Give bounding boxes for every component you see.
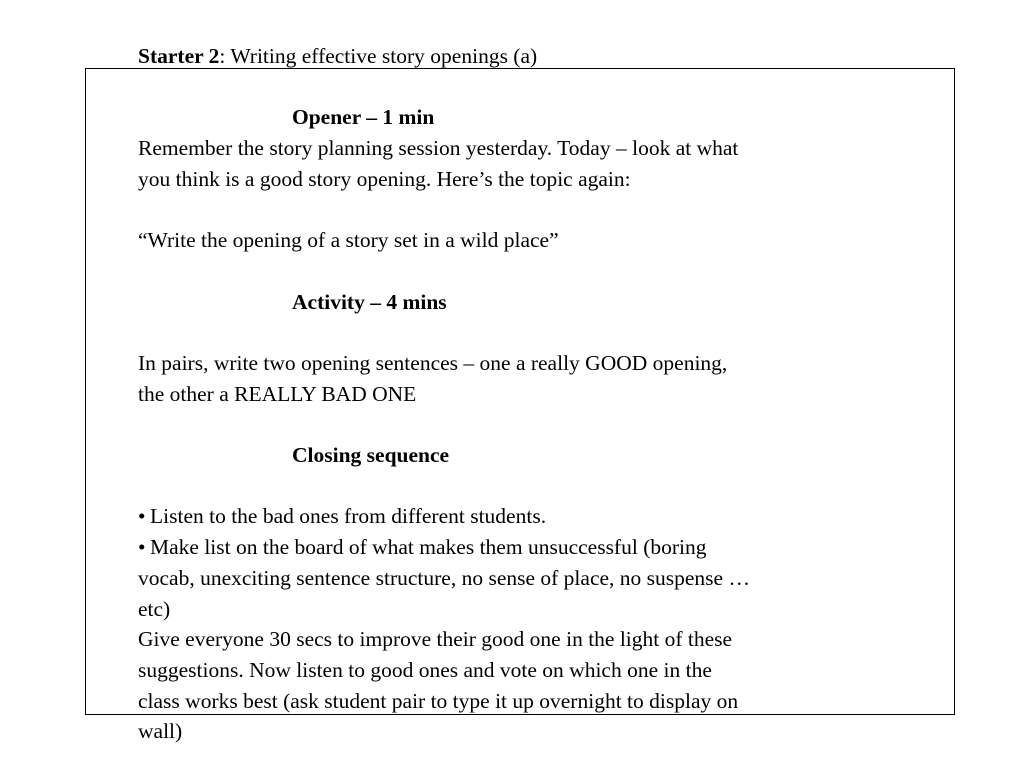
bullet-icon: • <box>138 535 146 560</box>
document-title <box>138 41 898 72</box>
closing-bullet-2 <box>138 532 898 563</box>
bullet-2-text-line-3: etc) <box>138 596 171 621</box>
activity-line-2: the other a REALLY BAD ONE <box>138 381 417 406</box>
spacer <box>138 409 898 440</box>
opener-line-2: you think is a good story opening. Here’s the topic again: <box>138 166 631 191</box>
spacer <box>138 72 898 103</box>
closing-bullet-1 <box>138 501 898 532</box>
closing-final-line-2: suggestions. Now listen to good ones and vote on which one in the <box>138 657 712 682</box>
bullet-1-text: Listen to the bad ones from different students. <box>150 504 547 529</box>
document-body <box>138 41 898 747</box>
title-rest: : Writing effective story openings (a) <box>219 44 538 68</box>
closing-final-line-4: wall) <box>138 719 183 744</box>
closing-heading: Closing sequence <box>292 443 450 468</box>
activity-heading: Activity – 4 mins <box>292 289 447 314</box>
opener-line-1: Remember the story planning session yesterday. Today – look at what <box>138 136 739 161</box>
spacer <box>138 256 898 287</box>
closing-final-line-3: class works best (ask student pair to type it up overnight to display on <box>138 688 739 713</box>
spacer <box>138 317 898 348</box>
spacer <box>138 195 898 226</box>
bullet-2-text-line-1: Make list on the board of what makes them unsuccessful (boring <box>150 535 707 560</box>
closing-final-line-1: Give everyone 30 secs to improve their good one in the light of these <box>138 627 733 652</box>
opener-heading: Opener – 1 min <box>292 105 435 130</box>
title-bold: Starter 2 <box>138 44 220 68</box>
spacer <box>138 471 898 502</box>
bullet-2-text-line-2: vocab, unexciting sentence structure, no sense of place, no suspense … <box>138 565 750 590</box>
activity-line-1: In pairs, write two opening sentences – one a really GOOD opening, <box>138 350 728 375</box>
topic-quote: “Write the opening of a story set in a wild place” <box>138 228 559 253</box>
bullet-icon: • <box>138 504 146 529</box>
